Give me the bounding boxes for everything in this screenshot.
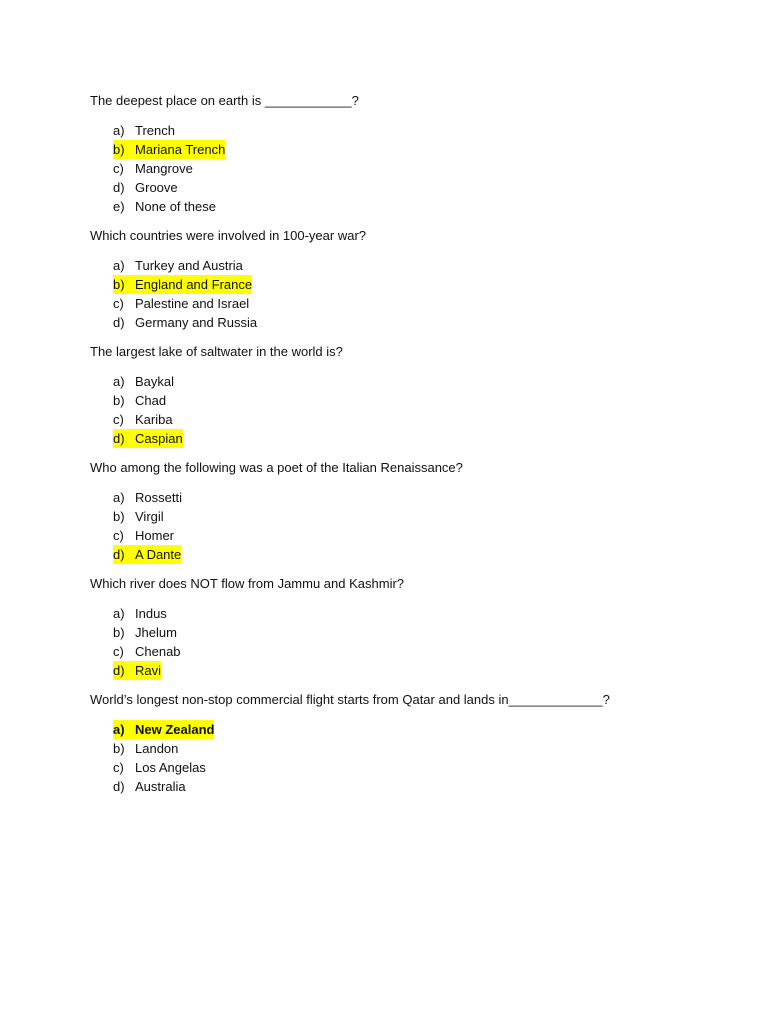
option-letter: e)	[113, 199, 125, 214]
option-text-wrap	[113, 623, 177, 642]
option-letter: d)	[113, 180, 125, 195]
option-letter: c)	[113, 412, 124, 427]
option-label: Los Angelas	[135, 760, 206, 775]
option-text-wrap	[113, 642, 181, 661]
option-text-wrap	[113, 758, 206, 777]
option-text-wrap	[113, 178, 178, 197]
option-letter: b)	[113, 625, 125, 640]
option-label: A Dante	[135, 547, 182, 562]
option-letter: c)	[113, 528, 124, 543]
option-letter: d)	[113, 547, 125, 562]
option-letter: a)	[113, 374, 125, 389]
option-label: Chad	[135, 393, 167, 408]
option-text-wrap	[113, 410, 173, 429]
option-label: Indus	[135, 606, 167, 621]
option-text-wrap	[113, 159, 193, 178]
option-label: Mangrove	[135, 161, 193, 176]
option-letter: a)	[113, 722, 125, 737]
option-label: Palestine and Israel	[135, 296, 250, 311]
question-1: The deepest place on earth is ____________?	[90, 93, 359, 108]
option-label: Caspian	[135, 431, 183, 446]
option-text-wrap	[113, 121, 175, 140]
option-text-wrap	[113, 720, 214, 739]
option-label: Chenab	[135, 644, 181, 659]
answer-option	[90, 159, 730, 178]
option-letter: d)	[113, 779, 125, 794]
option-letter: d)	[113, 315, 125, 330]
option-letter: a)	[113, 123, 125, 138]
option-label: New Zealand	[135, 722, 215, 737]
option-letter: b)	[113, 142, 125, 157]
answer-option	[90, 410, 730, 429]
option-text-wrap	[113, 488, 182, 507]
option-list-2	[90, 256, 730, 332]
answer-option	[90, 121, 730, 140]
option-letter: a)	[113, 490, 125, 505]
option-letter: c)	[113, 161, 124, 176]
answer-option-highlighted	[90, 720, 730, 739]
option-text-wrap	[113, 275, 252, 294]
answer-option	[90, 758, 730, 777]
option-label: Homer	[135, 528, 175, 543]
answer-option	[90, 604, 730, 623]
option-text-wrap	[113, 739, 178, 758]
answer-option	[90, 507, 730, 526]
question-3: The largest lake of saltwater in the world is?	[90, 344, 343, 359]
option-text-wrap	[113, 545, 181, 564]
option-text-wrap	[113, 604, 167, 623]
option-list-5	[90, 604, 730, 680]
answer-option-highlighted	[90, 545, 730, 564]
option-list-6	[90, 720, 730, 796]
option-letter: d)	[113, 431, 125, 446]
question-2: Which countries were involved in 100-year war?	[90, 228, 367, 243]
answer-option	[90, 623, 730, 642]
answer-option-highlighted	[90, 661, 730, 680]
answer-option	[90, 391, 730, 410]
option-text-wrap	[113, 140, 225, 159]
option-list-3	[90, 372, 730, 448]
option-label: Kariba	[135, 412, 173, 427]
answer-option	[90, 197, 730, 216]
option-letter: b)	[113, 509, 125, 524]
answer-option	[90, 178, 730, 197]
question-6: World’s longest non-stop commercial flight starts from Qatar and lands in_____________?	[90, 692, 610, 707]
option-letter: b)	[113, 277, 125, 292]
answer-option	[90, 256, 730, 275]
answer-option-highlighted	[90, 140, 730, 159]
option-text-wrap	[113, 777, 186, 796]
option-label: Turkey and Austria	[135, 258, 243, 273]
answer-option	[90, 294, 730, 313]
option-letter: b)	[113, 741, 125, 756]
option-letter: c)	[113, 760, 124, 775]
option-letter: c)	[113, 644, 124, 659]
option-text-wrap	[113, 197, 216, 216]
option-label: Jhelum	[135, 625, 177, 640]
option-text-wrap	[113, 391, 166, 410]
option-list-1	[90, 121, 730, 216]
option-letter: a)	[113, 606, 125, 621]
option-text-wrap	[113, 661, 161, 680]
option-text-wrap	[113, 372, 174, 391]
quiz-content	[90, 92, 730, 807]
answer-option	[90, 526, 730, 545]
option-label: Virgil	[135, 509, 164, 524]
option-letter: b)	[113, 393, 125, 408]
option-label: Ravi	[135, 663, 162, 678]
option-letter: d)	[113, 663, 125, 678]
answer-option	[90, 777, 730, 796]
option-letter: a)	[113, 258, 125, 273]
question-4: Who among the following was a poet of the Italian Renaissance?	[90, 460, 463, 475]
answer-option-highlighted	[90, 429, 730, 448]
option-label: Mariana Trench	[135, 142, 226, 157]
option-text-wrap	[113, 256, 243, 275]
answer-option	[90, 372, 730, 391]
option-text-wrap	[113, 313, 257, 332]
option-label: England and France	[135, 277, 253, 292]
answer-option	[90, 488, 730, 507]
option-label: Trench	[135, 123, 175, 138]
option-text-wrap	[113, 526, 174, 545]
option-letter: c)	[113, 296, 124, 311]
question-5: Which river does NOT flow from Jammu and Kashmir?	[90, 576, 405, 591]
option-label: Landon	[135, 741, 179, 756]
option-label: Baykal	[135, 374, 175, 389]
option-text-wrap	[113, 429, 183, 448]
option-list-4	[90, 488, 730, 564]
option-label: Groove	[135, 180, 178, 195]
answer-option-highlighted	[90, 275, 730, 294]
option-text-wrap	[113, 294, 249, 313]
option-label: Germany and Russia	[135, 315, 258, 330]
option-label: Australia	[135, 779, 186, 794]
answer-option	[90, 313, 730, 332]
answer-option	[90, 739, 730, 758]
option-text-wrap	[113, 507, 164, 526]
option-label: Rossetti	[135, 490, 182, 505]
option-label: None of these	[135, 199, 216, 214]
answer-option	[90, 642, 730, 661]
